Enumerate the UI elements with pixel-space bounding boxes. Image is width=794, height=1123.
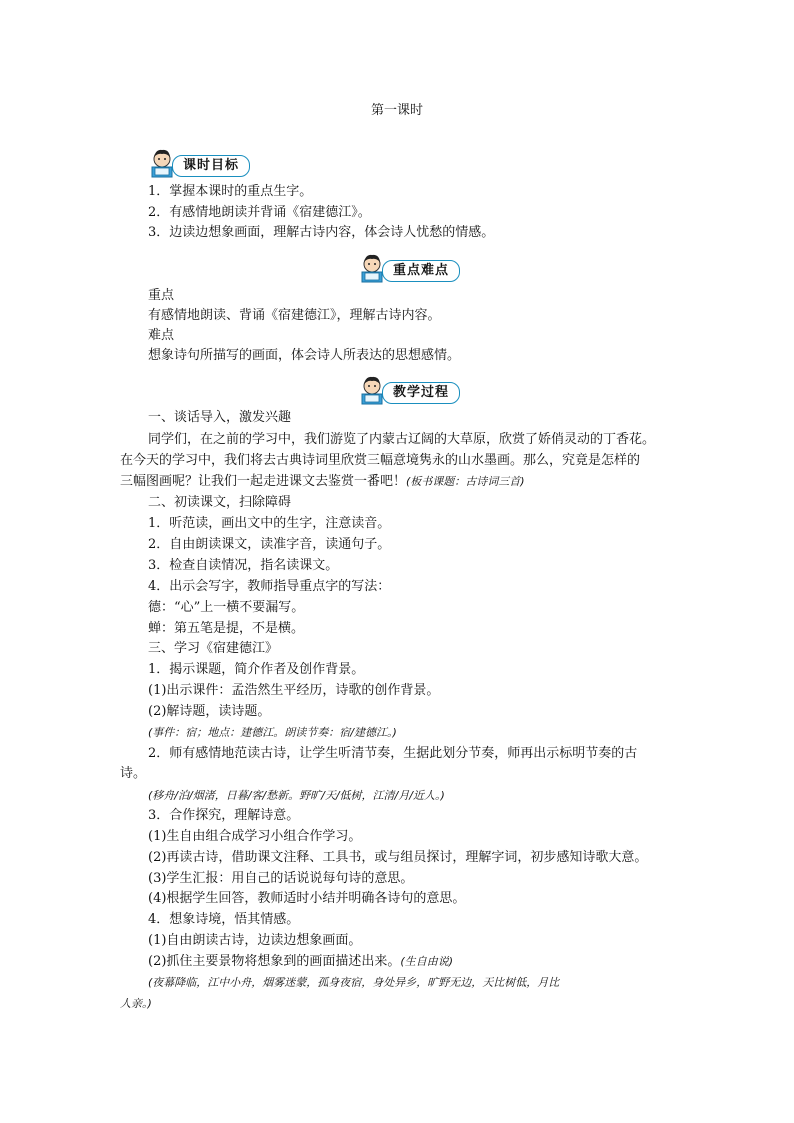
list-item: 2．自由朗读课文，读准字音，读通句子。 [148,537,391,552]
process-badge-label: 教学过程 [382,382,460,404]
list-item: (1)自由朗读古诗，边读边想象画面。 [148,933,362,948]
paragraph-text: 三幅图画呢？让我们一起走进课文去鉴赏一番吧！ [120,474,407,489]
list-item: 3．检查自读情况，指名读课文。 [148,558,339,573]
key-points-badge-label: 重点难点 [382,260,460,282]
list-item: 1．听范读，画出文中的生字，注意读音。 [148,516,391,531]
list-item: 1．揭示课题，简介作者及创作背景。 [148,662,365,677]
paragraph-line [120,472,525,492]
list-item: 2．师有感情地范读古诗，让学生听清节奏，生据此划分节奏，师再出示标明节奏的古 [148,746,638,761]
note-line: (移舟/泊/烟渚，日暮/客/愁新。野旷/天/低树，江清/月/近人。) [148,789,445,802]
list-item: (4)根据学生回答，教师适时小结并明确各诗句的意思。 [148,891,466,906]
list-item: 诗。 [120,766,147,781]
paragraph-line: 在今天的学习中，我们将去古典诗词里欣赏三幅意境隽永的山水墨画。那么，究竟是怎样的 [120,453,641,468]
goals-badge-label: 课时目标 [172,155,250,177]
list-item: 4．想象诗境，悟其情感。 [148,912,300,927]
list-item: (1)出示课件：孟浩然生平经历，诗歌的创作背景。 [148,683,440,698]
note-line: (夜幕降临，江中小舟，烟雾迷蒙，孤身夜宿，身处异乡，旷野无边，天比树低，月比 [148,976,560,989]
goal-item: 1．掌握本课时的重点生字。 [148,184,313,199]
list-item: (3)学生汇报：用自己的话说说每句诗的意思。 [148,871,414,886]
focus-label: 重点 [148,288,175,303]
list-item: (1)生自由组合成学习小组合作学习。 [148,829,362,844]
list-item: 德：“心”上一横不要漏写。 [148,600,305,615]
section-heading: 一、谈话导入，激发兴趣 [148,410,292,425]
list-item [148,952,453,972]
list-item: (2)解诗题，读诗题。 [148,704,271,719]
note-inline: (生自由说) [400,955,454,968]
difficulty-text: 想象诗句所描写的画面，体会诗人所表达的思想感情。 [148,348,461,363]
note-line: 人亲。) [120,997,152,1010]
page-title: 第一课时 [370,103,423,118]
goal-item: 3．边读边想象画面，理解古诗内容，体会诗人忧愁的情感。 [148,225,495,240]
focus-text: 有感情地朗读、背诵《宿建德江》，理解古诗内容。 [148,308,441,323]
section-heading: 二、初读课文，扫除障碍 [148,495,292,510]
difficulty-label: 难点 [148,328,175,343]
list-item: (2)再读古诗，借助课文注释、工具书，或与组员探讨，理解字词，初步感知诗歌大意。 [148,850,648,865]
paragraph-line: 同学们，在之前的学习中，我们游览了内蒙古辽阔的大草原，欣赏了娇俏灵动的丁香花。 [148,432,656,447]
section-heading: 三、学习《宿建德江》 [148,641,279,656]
list-item: 3．合作探究，理解诗意。 [148,808,300,823]
goal-item: 2．有感情地朗读并背诵《宿建德江》。 [148,205,371,220]
note-line: (事件：宿；地点：建德江。朗读节奏：宿/建德江。) [148,726,397,739]
list-item: 蝉：第五笔是提，不是横。 [148,621,305,636]
list-item-text: (2)抓住主要景物将想象到的画面描述出来。 [148,954,401,969]
board-note: (板书课题：古诗词三首) [406,475,525,488]
list-item: 4．出示会写字，教师指导重点字的写法： [148,579,391,594]
